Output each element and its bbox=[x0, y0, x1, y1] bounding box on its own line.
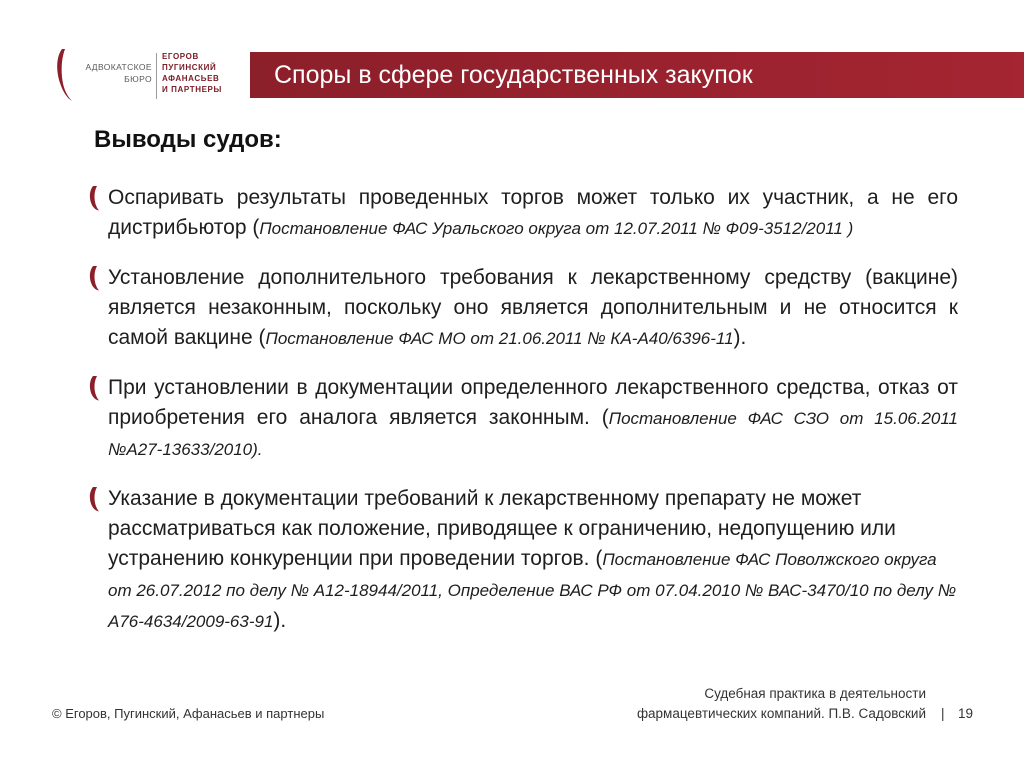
item-text: Указание в документации требований к лекарственному препарату не может рассматриваться как положение, приводящее к ограничению, недопущению или устранению конкуренции при проведении торгов. (Постановление ФАС Поволжского округа от 26.07.2012 по делу № А12-18944/2011, Определение ВАС РФ от 07.04.2010 № ВАС-3470/10 по делу № А76-4634/2009-63-91). bbox=[108, 487, 957, 632]
item-text: При установлении в документации определенного лекарственного средства, отказ от приобретения его аналога является законным. (Постановление ФАС СЗО от 15.06.2011 №А27-13633/2010). bbox=[108, 376, 959, 459]
footer-separator: | bbox=[941, 706, 945, 721]
item-citation: Постановление ФАС Уральского округа от 12.07.2011 № Ф09-3512/2011 ) bbox=[259, 219, 854, 238]
conclusions-list bbox=[86, 183, 958, 656]
item-text: Оспаривать результаты проведенных торгов может только их участник, а не его дистрибьютор (Постановление ФАС Уральского округа от 12.07.2011 № Ф09-3512/2011 ) bbox=[108, 186, 958, 239]
footer-subtitle-line: фармацевтических компаний. П.В. Садовский bbox=[636, 706, 926, 721]
section-heading: Выводы судов: bbox=[94, 126, 282, 153]
list-item bbox=[86, 263, 958, 354]
title-bar bbox=[250, 52, 1024, 98]
slide-title: Споры в сфере государственных закупок bbox=[274, 61, 753, 89]
list-item bbox=[86, 484, 958, 637]
item-text: Установление дополнительного требования к лекарственному средству (вакцине) является незаконным, поскольку оно является дополнительным и не относится к самой вакцине (Постановление ФАС МО от 21.06.2011 № КА-А40/6396-11). bbox=[108, 266, 958, 349]
logo-right-text: ЕГОРОВ ПУГИНСКИЙ АФАНАСЬЕВ И ПАРТНЕРЫ bbox=[162, 52, 222, 94]
company-logo bbox=[48, 47, 238, 103]
footer-copyright: © Егоров, Пугинский, Афанасьев и партнеры bbox=[52, 706, 325, 721]
logo-divider bbox=[156, 53, 157, 99]
swoosh-bullet-icon bbox=[86, 185, 100, 211]
logo-mark-icon bbox=[52, 47, 74, 103]
item-citation: Постановление ФАС Поволжского округа от 26.07.2012 по делу № А12-18944/2011, Определение ВАС РФ от 07.04.2010 № ВАС-3470/10 по делу № А76-4634/2009-63-91 bbox=[108, 550, 957, 631]
item-citation: Постановление ФАС МО от 21.06.2011 № КА-А40/6396-11 bbox=[265, 329, 734, 348]
footer-subtitle bbox=[637, 684, 926, 724]
list-item bbox=[86, 183, 958, 244]
page-number: 19 bbox=[958, 706, 974, 721]
item-citation: Постановление ФАС СЗО от 15.06.2011 №А27-13633/2010). bbox=[108, 409, 959, 459]
swoosh-bullet-icon bbox=[86, 375, 100, 401]
logo-left-text: АДВОКАТСКОЕ БЮРО bbox=[85, 62, 152, 84]
list-item bbox=[86, 373, 958, 465]
swoosh-bullet-icon bbox=[86, 486, 100, 512]
footer-subtitle-line: Судебная практика в деятельности bbox=[704, 686, 926, 701]
swoosh-bullet-icon bbox=[86, 265, 100, 291]
